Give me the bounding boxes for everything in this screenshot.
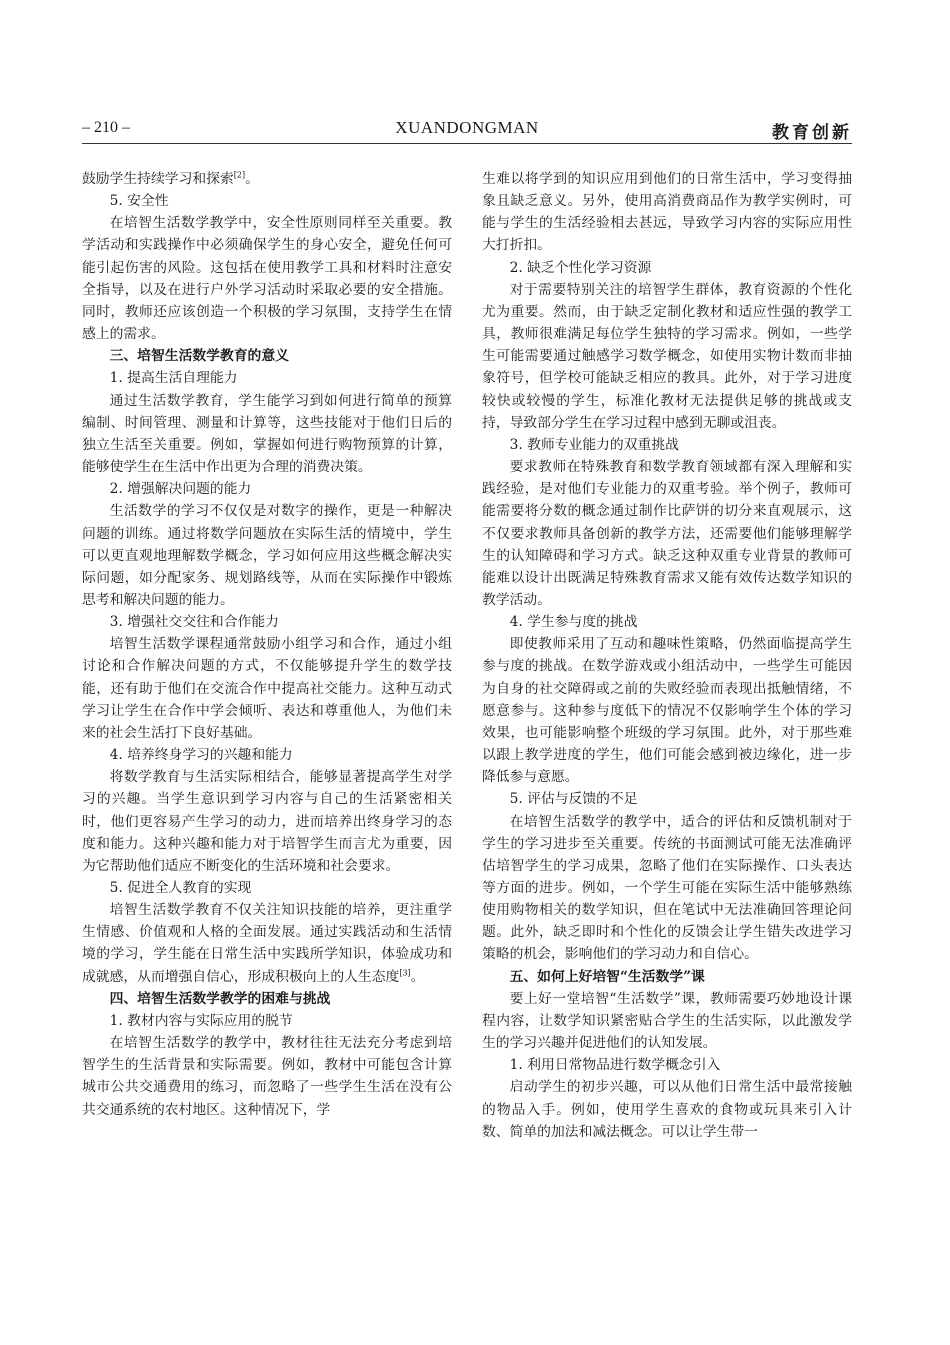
subheading: 3. 增强社交交往和合作能力 xyxy=(109,614,279,631)
paragraph: 对于需要特别关注的培智学生群体，教育资源的个性化尤为重要。然而，由于缺乏定制化教材和适应性强的教学工具，教师很难满足每位学生独特的学习需求。例如，一些学生可能需要通过触感学习数学概念，如使用实物计数而非抽象符号，但学校可能缺乏相应的教具。此外，对于学习进度较快或较慢的学生，标准化教材无法提供足够的挑战或支持，导致部分学生在学习过程中感到无聊或沮丧。 xyxy=(482,281,852,431)
subheading: 5. 促进全人教育的实现 xyxy=(109,880,252,896)
subheading: 1. 提高生活自理能力 xyxy=(109,370,238,387)
citation-ref: [3] xyxy=(399,968,411,978)
paragraph: 在培智生活数学教学中，安全性原则同样至关重要。教学活动和实践操作中必须确保学生的身心安全，避免任何可能引起伤害的风险。这包括在使用教学工具和材料时注意安全指导，以及在进行户外学习活动时采取必要的安全措施。同时，教师还应该创造一个积极的学习氛围，支持学生在情感上的需求。 xyxy=(82,215,452,343)
section-heading: 四、培智生活数学教学的困难与挑战 xyxy=(109,990,331,1007)
paragraph: 培智生活数学教育不仅关注知识技能的培养，更注重学生情感、价值观和人格的全面发展。通过实践活动和生活情境的学习，学生能在日常生活中实践所学知识，体验成功和成就感，从而增强自信心，形成积极向上的人生态度[3]。 xyxy=(82,902,452,985)
subheading: 2. 增强解决问题的能力 xyxy=(109,481,252,498)
subheading: 1. 利用日常物品进行数学概念引入 xyxy=(509,1057,721,1074)
paragraph: 通过生活数学教育，学生能学习到如何进行简单的预算编制、时间管理、测量和计算等，这些技能对于他们日后的独立生活至关重要。例如，掌握如何进行购物预算的计算，能够使学生在生活中作出更为合理的消费决策。 xyxy=(82,392,452,476)
right-column xyxy=(482,168,852,1143)
paragraph: 要求教师在特殊教育和数学教育领域都有深入理解和实践经验，是对他们专业能力的双重考验。举个例子，教师可能需要将分数的概念通过制作比萨饼的切分来直观展示，这不仅要求教师具备创新的教学方法，还需要他们能够理解学生的认知障碍和学习方式。缺乏这种双重专业背景的教师可能难以设计出既满足特殊教育需求又能有效传达数学知识的教学活动。 xyxy=(482,459,852,608)
paragraph: 鼓励学生持续学习和探索[2]。 xyxy=(82,170,259,187)
citation-ref: [2] xyxy=(233,170,246,180)
paragraph: 要上好一堂培智“生活数学”课，教师需要巧妙地设计课程内容，让数学知识紧密贴合学生的生活实际，以此激发学生的学习兴趣并促进他们的认知发展。 xyxy=(482,990,852,1052)
subheading: 5. 安全性 xyxy=(109,193,169,210)
subheading: 1. 教材内容与实际应用的脱节 xyxy=(109,1012,293,1029)
journal-section-name: 教育创新 xyxy=(772,123,852,143)
paragraph: 启动学生的初步兴趣，可以从他们日常生活中最常接触的物品入手。例如，使用学生喜欢的食物或玩具来引入计数、简单的加法和减法概念。可以让学生带一 xyxy=(482,1079,852,1140)
subheading: 2. 缺乏个性化学习资源 xyxy=(509,259,652,276)
section-heading: 五、如何上好培智“生活数学”课 xyxy=(509,968,705,985)
paragraph: 在培智生活数学的教学中，适合的评估和反馈机制对于学生的学习进步至关重要。传统的书面测试可能无法准确评估培智学生的学习成果，忽略了他们在实际操作、口头表达等方面的进步。例如，一个学生可能在实际生活中能够熟练使用购物相关的数学知识，但在笔试中无法准确回答理论问题。此外，缺乏即时和个性化的反馈会让学生错失改进学习策略的机会，影响他们的学习动力和自信心。 xyxy=(482,813,852,963)
section-heading: 三、培智生活数学教育的意义 xyxy=(109,348,289,365)
paragraph: 在培智生活数学的教学中，教材往往无法充分考虑到培智学生的生活背景和实际需要。例如，教材中可能包含计算城市公共交通费用的练习，而忽略了一些学生生活在没有公共交通系统的农村地区。这种情况下，学 xyxy=(82,1035,452,1118)
subheading: 4. 培养终身学习的兴趣和能力 xyxy=(109,747,293,764)
paragraph: 生活数学的学习不仅仅是对数字的操作，更是一种解决问题的训练。通过将数学问题放在实际生活的情境中，学生可以更直观地理解数学概念，学习如何应用这些概念解决实际问题，如分配家务、规划路线等，从而在实际操作中锻炼思考和解决问题的能力。 xyxy=(82,503,452,608)
paragraph: 即使教师采用了互动和趣味性策略，仍然面临提高学生参与度的挑战。在数学游戏或小组活动中，一些学生可能因为自身的社交障碍或之前的失败经验而表现出抵触情绪，不愿意参与。这种参与度低下的情况不仅影响学生个体的学习效果，也可能影响整个班级的学习氛围。此外，对于那些难以跟上教学进度的学生，他们可能会感到被边缘化，进一步降低参与意愿。 xyxy=(482,636,852,786)
page-number: – 210 – xyxy=(82,119,130,136)
running-header xyxy=(82,117,852,144)
left-column xyxy=(82,168,452,1121)
journal-title-latin: XUANDONGMAN xyxy=(395,118,539,137)
paragraph: 培智生活数学课程通常鼓励小组学习和合作，通过小组讨论和合作解决问题的方式，不仅能够提升学生的数学技能，还有助于他们在交流合作中提高社交能力。这种互动式学习让学生在合作中学会倾听、表达和尊重他人，为他们未来的社会生活打下良好基础。 xyxy=(82,636,452,741)
subheading: 4. 学生参与度的挑战 xyxy=(509,614,638,631)
paragraph: 生难以将学到的知识应用到他们的日常生活中，学习变得抽象且缺乏意义。另外，使用高消费商品作为教学实例时，可能与学生的生活经验相去甚远，导致学习内容的实际应用性大打折扣。 xyxy=(482,171,852,254)
paragraph: 将数学教育与生活实际相结合，能够显著提高学生对学习的兴趣。当学生意识到学习内容与自己的生活紧密相关时，他们更容易产生学习的动力，进而培养出终身学习的态度和能力。这种兴趣和能力对于培智学生而言尤为重要，因为它帮助他们适应不断变化的生活环境和社会要求。 xyxy=(82,769,452,874)
subheading: 5. 评估与反馈的不足 xyxy=(509,791,638,808)
subheading: 3. 教师专业能力的双重挑战 xyxy=(509,436,679,453)
